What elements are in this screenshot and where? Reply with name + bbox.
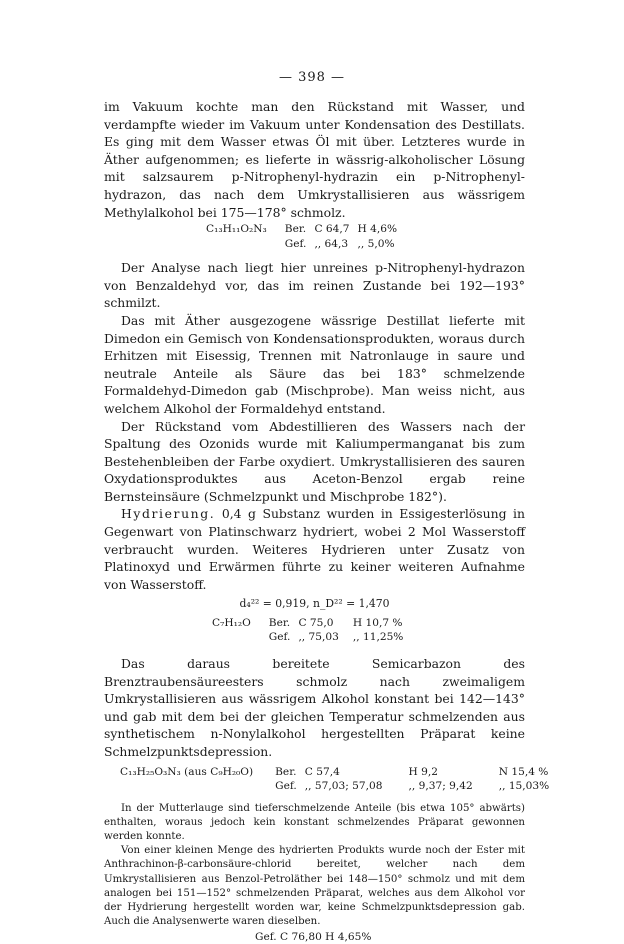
analysis-carbon: ,, 64,3 <box>314 237 349 250</box>
analysis-carbon: C 64,7 <box>314 223 350 236</box>
analysis-label: Gef. <box>268 631 291 644</box>
analysis-label: Ber. <box>284 223 307 236</box>
analysis-formula: C₁₃H₁₁O₂N₃ <box>206 223 267 236</box>
analysis-block-2 <box>208 616 525 645</box>
paragraph-6: Das daraus bereitete Semicarbazon des Brenztraubensäureesters schmolz nach zweimaligem Umkrystallisieren aus wässrigem Alkohol konstant bei 142—143° und gab mit dem bei der gleichen Temperatur schmelzenden aus synthetischem n-Nonylalkohol hergestellten Präparat keine Schmelzpunktsdepression. <box>104 655 525 759</box>
physical-constants: d₄²² = 0,919, n_D²² = 1,470 <box>239 597 390 611</box>
analysis-label: Gef. <box>275 780 297 792</box>
analysis-carbon: ,, 75,03 <box>298 631 339 644</box>
analysis-block-3 <box>116 765 550 794</box>
analysis-label: Ber. <box>275 765 297 778</box>
analysis-carbon: ,, 57,03; 57,08 <box>304 780 383 792</box>
analysis-block-1 <box>202 222 525 251</box>
paragraph-4: Der Rückstand vom Abdestillieren des Wassers nach der Spaltung des Ozonids wurde mit Kaliumpermanganat bis zum Bestehenbleiben der Farbe oxydiert. Umkrystallisieren des sauren Oxydationsproduktes aus Aceton-Benzol ergab reine Bernsteinsäure (Schmelzpunkt und Mischprobe 182°). <box>104 418 525 504</box>
paragraph-5 <box>104 505 525 593</box>
analysis-hydrogen: ,, 11,25% <box>352 631 404 644</box>
analysis-hydrogen: H 10,7 % <box>352 616 403 629</box>
analysis-hydrogen: H 9,2 <box>408 765 438 778</box>
analysis-nitrogen: N 15,4 % <box>498 765 549 778</box>
section-heading-hydrierung: Hydrierung. <box>121 506 216 522</box>
analysis-label: Gef. <box>284 237 307 250</box>
note-1: In der Mutterlauge sind tieferschmelzende Anteile (bis etwa 105° abwärts) enthalten, woraus jedoch kein konstant schmelzendes Präparat gewonnen werden konnte. <box>104 802 525 842</box>
analysis-carbon: C 57,4 <box>304 765 340 778</box>
paragraph-2: Der Analyse nach liegt hier unreines p-Nitrophenyl-hydrazon von Benzaldehyd vor, das im reinen Zustande bei 192—193° schmilzt. <box>104 260 525 311</box>
page-number: — 398 — <box>278 70 346 85</box>
paragraph-3: Das mit Äther ausgezogene wässrige Destillat lieferte mit Dimedon ein Gemisch von Kondensationsprodukten, woraus durch Erhitzen mit Eisessig, Trennen mit Natronlauge in saure und neutrale Anteile als Säure das bei 183° schmelzende Formaldehyd-Dimedon gab (Mischprobe). Man weiss nicht, aus welchem Alkohol der Formaldehyd entstand. <box>104 312 525 416</box>
analysis-hydrogen: ,, 5,0% <box>357 237 395 250</box>
analysis-formula: C₁₃H₂₅O₃N₃ (aus C₉H₂₀O) <box>120 765 254 778</box>
analysis-table-2 <box>208 616 407 645</box>
analysis-hydrogen: ,, 9,37; 9,42 <box>408 780 473 792</box>
analysis-nitrogen: ,, 15,03% <box>498 780 550 792</box>
analysis-hydrogen: H 4,6% <box>357 223 398 236</box>
analysis-label: Ber. <box>268 616 291 629</box>
analysis-carbon: C 75,0 <box>298 616 334 629</box>
text-body <box>104 98 550 944</box>
analysis-table-3 <box>116 765 553 794</box>
paragraph-5-text: 0,4 g Substanz wurden in Essigesterlösung in Gegenwart von Platinschwarz hydriert, wobei 2 Mol Wasserstoff verbraucht wurden. Weiteres Hydrieren unter Zusatz von Platinoxyd und Erwärmen führte zu keiner weiteren Aufnahme von Wasserstoff. <box>104 506 525 592</box>
final-analysis: Gef. C 76,80 H 4,65% <box>255 931 372 944</box>
analysis-formula: C₇H₁₂O <box>212 616 251 629</box>
paragraph-1: im Vakuum kochte man den Rückstand mit Wasser, und verdampfte wieder im Vakuum unter Kondensation des Destillats. Es ging mit dem Wasser etwas Öl mit über. Letzteres wurde in Äther aufgenommen; es lieferte in wässrig-alkoholischer Lösung mit salzsaurem p-Nitrophenyl-hydrazin ein p-Nitrophenyl-hydrazon, das nach dem Umkrystallisieren aus wässrigem Methylalkohol bei 175—178° schmolz. <box>104 99 525 220</box>
notes-block <box>104 802 525 930</box>
analysis-table-1 <box>202 222 401 251</box>
note-2: Von einer kleinen Menge des hydrierten Produkts wurde noch der Ester mit Anthrachinon-β-carbonsäure-chlorid bereitet, welcher nach dem Umkrystallisieren aus Benzol-Petroläther bei 148—150° schmolz und mit dem analogen bei 151—152° schmelzenden Präparat, welches aus dem Alkohol vor der Hydrierung hergestellt worden war, keine Schmelzpunktsdepression gab. Auch die Analysenwerte waren dieselben. <box>104 845 525 928</box>
